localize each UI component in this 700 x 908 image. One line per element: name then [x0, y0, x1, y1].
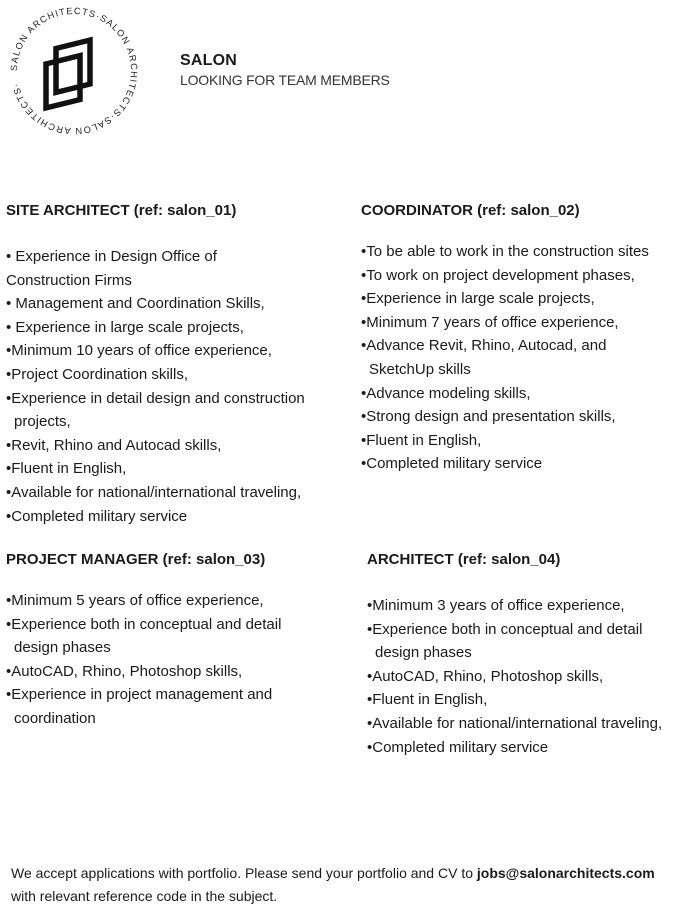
job-title: COORDINATOR (ref: salon_02): [361, 202, 580, 219]
requirement-text: •Revit, Rhino and Autocad skills,: [6, 436, 222, 454]
requirement-text-continued: Construction Firms: [6, 271, 132, 289]
requirement-item: [361, 334, 691, 381]
requirement-text: •AutoCAD, Rhino, Photoshop skills,: [6, 662, 243, 680]
requirement-text-continued: SketchUp skills: [369, 360, 471, 378]
job-title: ARCHITECT (ref: salon_04): [367, 551, 561, 568]
job-site-architect: [6, 202, 341, 525]
requirement-item: [6, 660, 341, 684]
salon-logo-mark: [8, 0, 140, 140]
requirement-text-continued: projects,: [14, 413, 71, 431]
requirement-text-continued: design phases: [14, 639, 111, 657]
requirement-item: [361, 311, 691, 335]
logo-ring-text: SALON ARCHITECTS·SALON ARCHITECTS·SALON ARCHITECTS·: [8, 5, 140, 137]
requirement-item: [361, 240, 691, 264]
requirement-text: •Experience in large scale projects,: [361, 290, 595, 308]
requirement-text: •Strong design and presentation skills,: [361, 408, 616, 426]
logo-squares-icon: [46, 40, 90, 108]
requirements-list: [367, 594, 697, 759]
requirement-text: •Completed military service: [6, 507, 188, 525]
requirement-item: [361, 405, 691, 429]
requirement-text: •Advance Revit, Rhino, Autocad, and: [361, 337, 607, 355]
requirement-item: [6, 683, 341, 730]
requirements-list: [6, 589, 341, 731]
brand-tagline: LOOKING FOR TEAM MEMBERS: [180, 72, 390, 88]
requirement-text: •Project Coordination skills,: [6, 365, 188, 383]
requirement-text: •Experience in detail design and construction: [6, 389, 305, 407]
requirement-text: •Available for national/international traveling,: [367, 714, 663, 732]
requirement-item: [361, 287, 691, 311]
requirement-text: •Fluent in English,: [6, 460, 127, 478]
requirement-item: [6, 434, 341, 458]
requirement-text: • Experience in large scale projects,: [6, 318, 244, 336]
requirement-item: [361, 429, 691, 453]
requirement-item: [367, 736, 697, 760]
requirement-item: [367, 594, 697, 618]
requirement-item: [361, 452, 691, 476]
requirement-text: •Advance modeling skills,: [361, 384, 531, 402]
requirements-list: [6, 245, 341, 528]
requirement-text: • Management and Coordination Skills,: [6, 295, 265, 313]
requirement-item: [6, 339, 341, 363]
requirement-text: •Experience both in conceptual and detail: [367, 620, 643, 638]
requirement-item: [367, 712, 697, 736]
application-email[interactable]: jobs@salonarchitects.com: [476, 865, 655, 881]
requirement-text: • Experience in Design Office of: [6, 248, 217, 265]
requirement-text-continued: coordination: [14, 709, 96, 727]
requirement-item: [367, 618, 697, 665]
requirement-text: •Available for national/international traveling,: [6, 483, 302, 501]
brand-header: [180, 51, 390, 89]
requirement-item: [6, 613, 341, 660]
requirement-item: [367, 665, 697, 689]
requirement-text-continued: design phases: [375, 644, 472, 662]
requirement-item: [6, 387, 341, 434]
requirement-text: •Completed military service: [367, 738, 549, 756]
requirement-text: •To work on project development phases,: [361, 266, 635, 284]
requirement-text: •Completed military service: [361, 455, 543, 473]
requirement-item: [6, 481, 341, 505]
footer-text: We accept applications with portfolio. Please send your portfolio and CV to: [11, 865, 477, 881]
requirement-item: [361, 264, 691, 288]
job-title: PROJECT MANAGER (ref: salon_03): [6, 551, 266, 568]
application-note: [11, 862, 696, 908]
requirement-text: •Minimum 5 years of office experience,: [6, 592, 264, 609]
requirement-text: •To be able to work in the construction sites: [361, 243, 649, 260]
requirement-text: •Minimum 3 years of office experience,: [367, 597, 625, 614]
requirement-item: [367, 688, 697, 712]
requirement-item: [6, 292, 341, 316]
requirement-item: [6, 589, 341, 613]
requirements-list: [361, 240, 691, 476]
requirement-item: [6, 245, 341, 292]
requirement-text: •Minimum 10 years of office experience,: [6, 342, 272, 360]
job-coordinator: [361, 202, 691, 473]
job-title: SITE ARCHITECT (ref: salon_01): [6, 202, 237, 219]
requirement-text: •Experience in project management and: [6, 686, 273, 704]
requirement-text: •Experience both in conceptual and detail: [6, 615, 282, 633]
job-architect: [367, 551, 697, 756]
requirement-item: [6, 505, 341, 529]
requirement-item: [6, 457, 341, 481]
requirement-item: [361, 382, 691, 406]
requirement-text: •Fluent in English,: [361, 431, 482, 449]
requirement-text: •Fluent in English,: [367, 691, 488, 709]
requirement-item: [6, 363, 341, 387]
job-project-manager: [6, 551, 341, 727]
salon-logo: [8, 0, 140, 140]
requirement-item: [6, 316, 341, 340]
footer-text-2: with relevant reference code in the subject.: [11, 888, 278, 904]
requirement-text: •AutoCAD, Rhino, Photoshop skills,: [367, 667, 604, 685]
brand-name: SALON: [180, 52, 237, 69]
requirement-text: •Minimum 7 years of office experience,: [361, 313, 619, 331]
